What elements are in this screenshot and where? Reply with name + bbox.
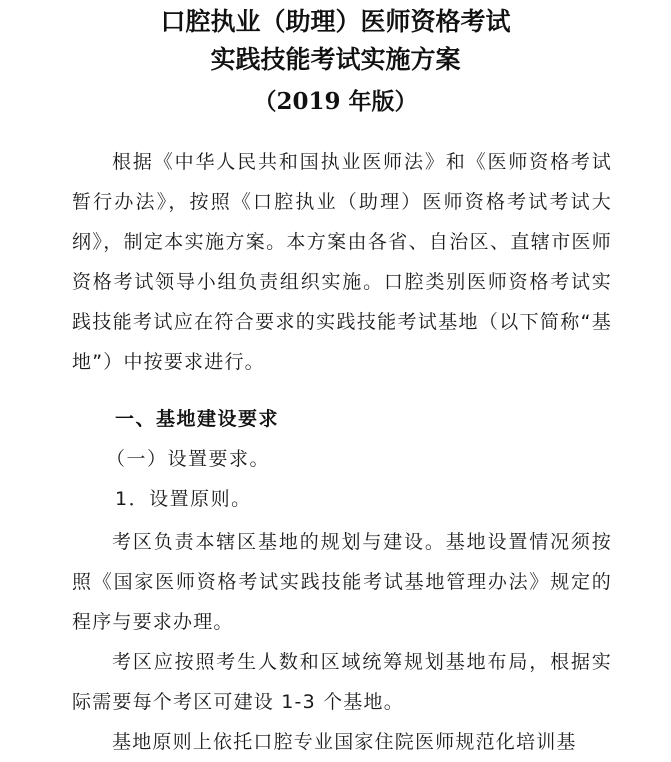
document-title-line-1: 口腔执业（助理）医师资格考试	[160, 7, 511, 36]
section-heading-1: 一、基地建设要求	[115, 408, 280, 430]
intro-paragraph: 根据《中华人民共和国执业医师法》和《医师资格考试暂行办法》，按照《口腔执业（助理）医师资格考试考试大纲》，制定本实施方案。本方案由各省、自治区、直辖市医师资格考试领导小组负责组织实施。口腔类别医师资格考试实践技能考试应在符合要求的实践技能考试基地（以下简称“基地”）中按要求进行。	[72, 151, 612, 373]
paragraph-base-layout: 考区应按照考生人数和区域统筹规划基地布局，根据实际需要每个考区可建设 1-3 个基地。	[72, 651, 612, 713]
paragraph-base-reliance: 基地原则上依托口腔专业国家住院医师规范化培训基	[112, 731, 577, 753]
paragraph-setup-principle: 考区负责本辖区基地的规划与建设。基地设置情况须按照《国家医师资格考试实践技能考试基地管理办法》规定的程序与要求办理。	[72, 531, 612, 633]
subsection-heading-1: （一）设置要求。	[106, 448, 271, 470]
item-heading-1: 1．设置原则。	[115, 488, 252, 510]
document-title-line-2: 实践技能考试实施方案	[210, 45, 461, 74]
document-title-edition: （2019 年版）	[253, 88, 418, 115]
